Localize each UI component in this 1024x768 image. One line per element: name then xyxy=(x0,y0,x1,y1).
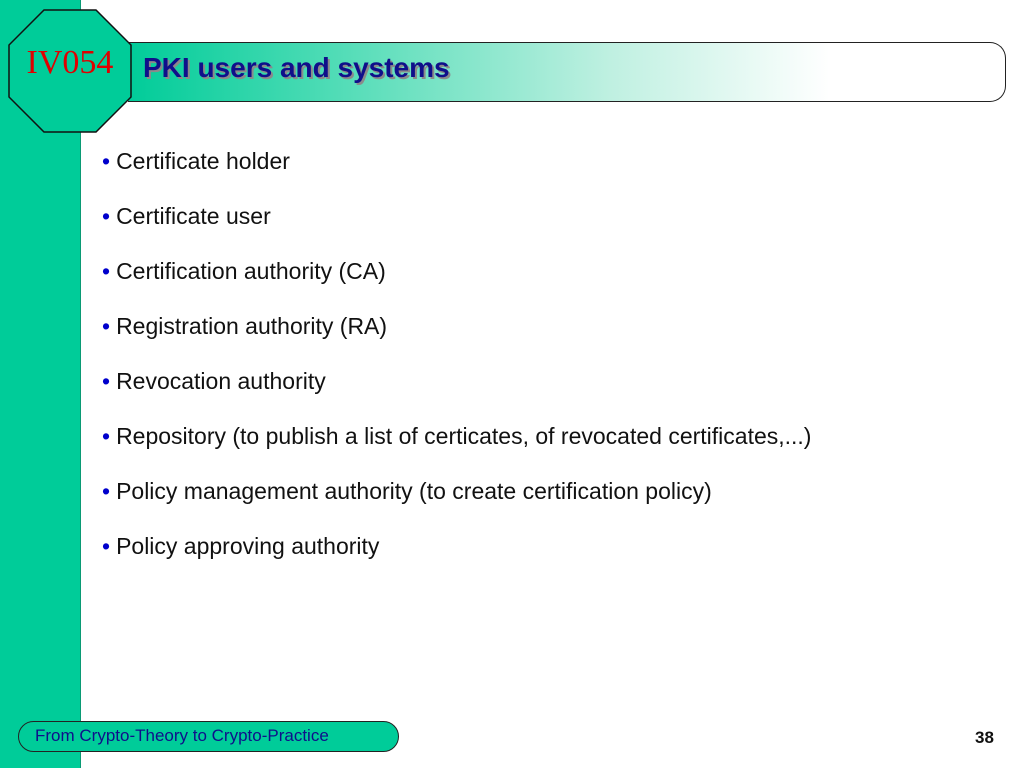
bullet-icon: • xyxy=(102,148,111,174)
bullet-icon: • xyxy=(102,533,111,559)
bullet-text: Certificate user xyxy=(116,203,271,229)
bullet-text: Policy management authority (to create certification policy) xyxy=(116,478,712,504)
bullet-item xyxy=(102,368,811,423)
bullet-item xyxy=(102,533,811,588)
bullet-item xyxy=(102,258,811,313)
bullet-text: Revocation authority xyxy=(116,368,326,394)
bullet-icon: • xyxy=(102,203,111,229)
bullet-icon: • xyxy=(102,423,111,449)
bullet-item xyxy=(102,423,811,478)
page-number: 38 xyxy=(975,728,994,747)
bullet-text: Policy approving authority xyxy=(116,533,380,559)
bullet-list xyxy=(102,148,811,588)
footer-text: From Crypto-Theory to Crypto-Practice xyxy=(35,726,329,745)
bullet-text: Repository (to publish a list of certicates, of revocated certificates,...) xyxy=(116,423,812,449)
bullet-item xyxy=(102,478,811,533)
bullet-icon: • xyxy=(102,258,111,284)
bullet-item xyxy=(102,148,811,203)
slide-title: PKI users and systems xyxy=(143,52,450,83)
bullet-item xyxy=(102,313,811,368)
bullet-text: Certificate holder xyxy=(116,148,290,174)
bullet-item xyxy=(102,203,811,258)
bullet-icon: • xyxy=(102,368,111,394)
bullet-text: Registration authority (RA) xyxy=(116,313,388,339)
bullet-icon: • xyxy=(102,313,111,339)
bullet-text: Certification authority (CA) xyxy=(116,258,386,284)
bullet-icon: • xyxy=(102,478,111,504)
course-code-logo: IV054 xyxy=(26,44,114,81)
